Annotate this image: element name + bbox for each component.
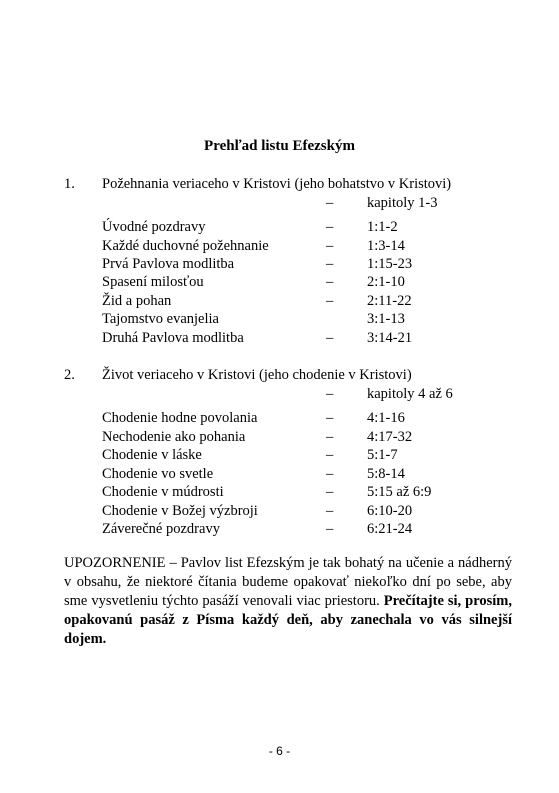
item-dash: – (326, 466, 334, 482)
item-reference: 6:10-20 (367, 503, 413, 519)
item-dash: – (326, 429, 334, 445)
item-name: Chodenie v múdrosti (102, 484, 224, 500)
item-reference: 2:11-22 (367, 293, 412, 309)
item-name: Chodenie v Božej výzbroji (102, 503, 258, 519)
page-title: Prehľad listu Efezským (204, 138, 355, 154)
item-dash: – (326, 484, 334, 500)
item-reference: 4:1-16 (367, 410, 405, 426)
item-dash: – (326, 521, 334, 537)
item-reference: 5:8-14 (367, 466, 405, 482)
section-heading: Požehnania veriaceho v Kristovi (jeho bohatstvo v Kristovi) (102, 176, 452, 192)
item-reference: 4:17-32 (367, 429, 413, 445)
section-number: 1. (64, 176, 75, 192)
item-name: Chodenie hodne povolania (102, 410, 258, 426)
item-reference: 6:21-24 (367, 521, 413, 537)
item-name: Druhá Pavlova modlitba (102, 330, 244, 346)
item-dash: – (326, 447, 334, 463)
note-text: UPOZORNENIE – Pavlov list Efezským je tak bohatý na učenie a nádherný v obsahu, že niektoré čítania budeme opakovať niekoľko dní po sebe, aby sme vysvetleniu týchto pasáží venovali viac priestoru. (64, 555, 512, 609)
item-name: Záverečné pozdravy (102, 521, 220, 537)
item-reference: 1:1-2 (367, 219, 398, 235)
item-dash: – (326, 410, 334, 426)
item-dash: – (326, 274, 334, 290)
item-dash: – (326, 219, 334, 235)
item-name: Úvodné pozdravy (102, 219, 206, 235)
item-reference: 2:1-10 (367, 274, 405, 290)
item-name: Nechodenie ako pohania (102, 429, 246, 445)
item-dash: – (326, 293, 334, 309)
item-reference: 1:3-14 (367, 238, 405, 254)
chapters-range: kapitoly 1-3 (367, 195, 438, 211)
item-name: Chodenie vo svetle (102, 466, 214, 482)
note-paragraph (64, 554, 512, 649)
item-reference: 5:1-7 (367, 447, 398, 463)
item-dash: – (326, 503, 334, 519)
section-number: 2. (64, 367, 75, 383)
item-dash: – (326, 256, 334, 272)
item-name: Žid a pohan (102, 293, 172, 309)
item-name: Chodenie v láske (102, 447, 202, 463)
chapters-dash: – (326, 195, 334, 211)
item-dash: – (326, 330, 334, 346)
item-dash: – (326, 238, 334, 254)
item-reference: 5:15 až 6:9 (367, 484, 432, 500)
item-name: Každé duchovné požehnanie (102, 238, 269, 254)
item-name: Spasení milosťou (102, 274, 204, 290)
item-name: Tajomstvo evanjelia (102, 311, 219, 327)
item-name: Prvá Pavlova modlitba (102, 256, 235, 272)
note-emphasis: Prečítajte si, prosím, opakovanú pasáž z Písma každý deň, aby zanechala vo vás silnejší dojem. (64, 593, 512, 647)
item-reference: 1:15-23 (367, 256, 413, 272)
page-number: - 6 - (268, 744, 291, 758)
chapters-range: kapitoly 4 až 6 (367, 386, 453, 402)
section-heading: Život veriaceho v Kristovi (jeho chodenie v Kristovi) (102, 367, 412, 383)
item-reference: 3:1-13 (367, 311, 405, 327)
item-reference: 3:14-21 (367, 330, 413, 346)
chapters-dash: – (326, 386, 334, 402)
